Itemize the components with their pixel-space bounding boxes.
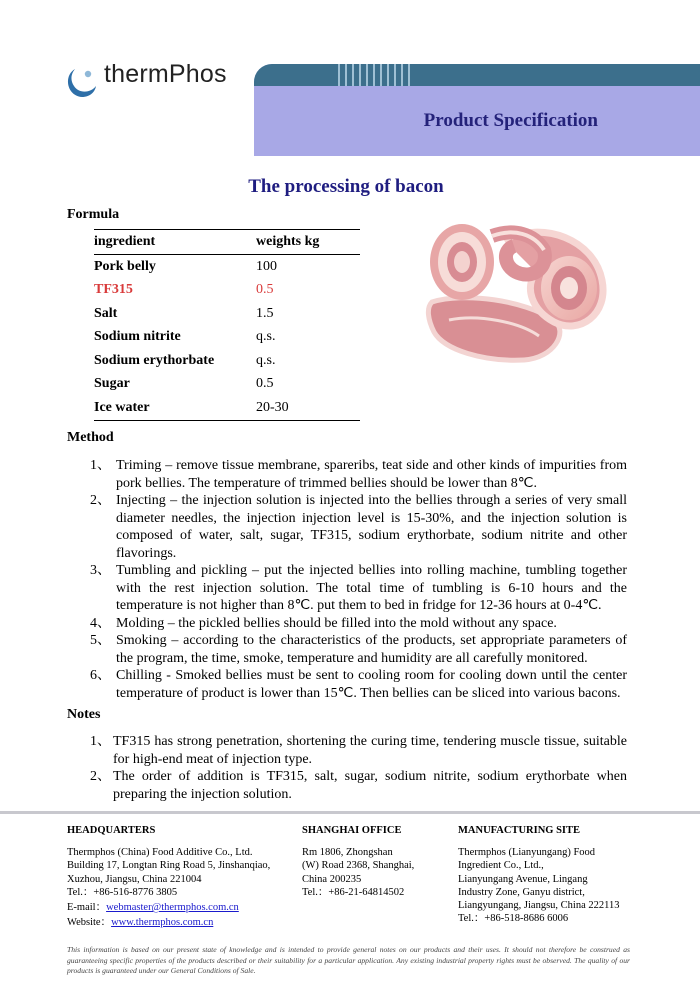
notes-list	[90, 733, 627, 803]
footer-heading: SHANGHAI OFFICE	[302, 825, 402, 836]
bacon-slices-image	[404, 210, 614, 370]
list-item	[90, 562, 627, 615]
header-banner	[254, 64, 700, 156]
address-line: (W) Road 2368, Shanghai,	[302, 860, 415, 872]
list-item-text: Molding – the pickled bellies should be filled into the mold without any space.	[116, 615, 557, 631]
list-item-text: Smoking – according to the characteristics of the products, set appropriate parameters of the program, the time, smoke, temperature and humidity are all carefully monitored.	[116, 633, 627, 666]
weight-cell: 20-30	[256, 399, 289, 415]
ingredient-cell: Sugar	[94, 376, 130, 392]
weight-cell: 1.5	[256, 305, 274, 321]
list-item	[90, 733, 627, 768]
footer-headquarters	[67, 824, 297, 929]
list-item-number: 5、	[90, 633, 111, 648]
formula-heading: Formula	[67, 207, 120, 222]
list-item-text: TF315 has strong penetration, shortening the curing time, tendering muscle tissue, suitable for high-end meat of injection type.	[113, 734, 627, 767]
banner-decorative-bars	[338, 64, 415, 86]
ingredient-cell: TF315	[94, 282, 133, 298]
brand-logo-text: thermPhos	[104, 60, 227, 88]
address-line: Thermphos (China) Food Additive Co., Ltd.	[67, 847, 253, 859]
column-header-ingredient: ingredient	[94, 234, 156, 249]
ingredient-cell: Sodium nitrite	[94, 329, 181, 345]
weight-cell: q.s.	[256, 352, 276, 368]
address-line: Ingredient Co., Ltd.,	[458, 860, 544, 872]
list-item-number: 6、	[90, 668, 111, 683]
weight-cell: 0.5	[256, 282, 274, 298]
method-list	[90, 457, 627, 702]
list-item-text: Triming – remove tissue membrane, spareribs, teat side and other kinds of impurities from pork bellies. The temperature of trimmed bellies should be lower than 8℃.	[116, 458, 627, 491]
list-item	[90, 615, 627, 633]
notes-heading: Notes	[67, 707, 101, 722]
list-item-text: Injecting – the injection solution is injected into the bellies through a series of very small diameter needles, the injection injection level is 15-30%, and the injection solution is composed of water, salt, sugar, TF315, sodium erythorbate, sodium nitrite and other flavorings.	[116, 493, 627, 561]
footer-manufacturing-site	[458, 824, 658, 925]
phone-line: Tel.：+86-21-64814502	[302, 886, 405, 898]
list-item	[90, 492, 627, 562]
address-line: Lianyungang Avenue, Lingang	[458, 873, 588, 885]
banner-stripe	[254, 64, 700, 86]
list-item-number: 2、	[90, 769, 111, 784]
email-label: E-mail：	[67, 902, 107, 914]
email-link[interactable]: webmaster@thermphos.com.cn	[106, 902, 239, 914]
legal-disclaimer: This information is based on our present state of knowledge and is intended to provide general notes on our products and their uses. It should not therefore be construed as guaranteeing specific properties of the products described or their suitability for a particular application. Any existing industrial property rights must be observed. The quality of our products is guaranteed under our General Conditions of Sale.	[67, 945, 630, 975]
list-item	[90, 632, 627, 667]
address-line: Industry Zone, Ganyu district,	[458, 886, 585, 898]
list-item	[90, 768, 627, 803]
ingredient-cell: Sodium erythorbate	[94, 352, 215, 368]
website-label: Website：	[67, 917, 112, 929]
list-item-number: 1、	[90, 458, 111, 473]
formula-table	[94, 229, 360, 421]
list-item-text: Tumbling and pickling – put the injected bellies into rolling machine, tumbling together with the rest injection solution. The total time of tumbling is 6-10 hours and the temperature is not higher than 8℃. put them to bed in fridge for 12-36 hours at 0-4℃.	[116, 563, 627, 613]
list-item-number: 1、	[90, 734, 111, 749]
column-header-weight: weights kg	[256, 234, 320, 249]
ingredient-cell: Salt	[94, 305, 118, 321]
table-header-row	[94, 230, 360, 255]
ingredient-cell: Pork belly	[94, 258, 156, 274]
address-line: Xuzhou, Jiangsu, China 221004	[67, 873, 202, 885]
list-item	[90, 667, 627, 702]
crescent-swirl-icon	[66, 66, 96, 100]
table-row	[94, 396, 360, 420]
banner-title: Product Specification	[423, 110, 598, 131]
address-line: Building 17, Longtan Ring Road 5, Jinshanqiao,	[67, 860, 271, 872]
address-line: China 200235	[302, 873, 362, 885]
list-item-text: Chilling - Smoked bellies must be sent to cooling room for cooling down until the center temperature of product is lower than 15℃. Then bellies can be sliced into various bacons.	[116, 668, 627, 701]
weight-cell: 100	[256, 258, 277, 274]
list-item-text: The order of addition is TF315, salt, sugar, sodium nitrite, sodium erythorbate when preparing the injection solution.	[113, 769, 627, 802]
address-line: Rm 1806, Zhongshan	[302, 847, 393, 859]
table-row	[94, 373, 360, 397]
table-row	[94, 255, 360, 279]
website-link[interactable]: www.thermphos.com.cn	[111, 917, 214, 929]
list-item-number: 3、	[90, 563, 111, 578]
ingredient-cell: Ice water	[94, 399, 150, 415]
address-line: Liangyungang, Jiangsu, China 222113	[458, 900, 620, 912]
list-item-number: 4、	[90, 615, 111, 631]
phone-line: Tel.：+86-516-8776 3805	[67, 886, 178, 898]
weight-cell: q.s.	[256, 329, 276, 345]
table-row	[94, 326, 360, 350]
weight-cell: 0.5	[256, 376, 274, 392]
table-row	[94, 349, 360, 373]
phone-line: Tel.：+86-518-8686 6006	[458, 913, 569, 925]
footer-shanghai-office	[302, 824, 452, 899]
footer-heading: MANUFACTURING SITE	[458, 825, 581, 836]
footer-heading: HEADQUARTERS	[67, 825, 156, 836]
document-title: The processing of bacon	[248, 176, 444, 197]
list-item-number: 2、	[90, 493, 111, 508]
footer-divider	[0, 811, 700, 814]
address-line: Thermphos (Lianyungang) Food	[458, 847, 596, 859]
table-row	[94, 302, 360, 326]
method-heading: Method	[67, 430, 114, 445]
table-row-highlighted	[94, 279, 360, 303]
list-item	[90, 457, 627, 492]
